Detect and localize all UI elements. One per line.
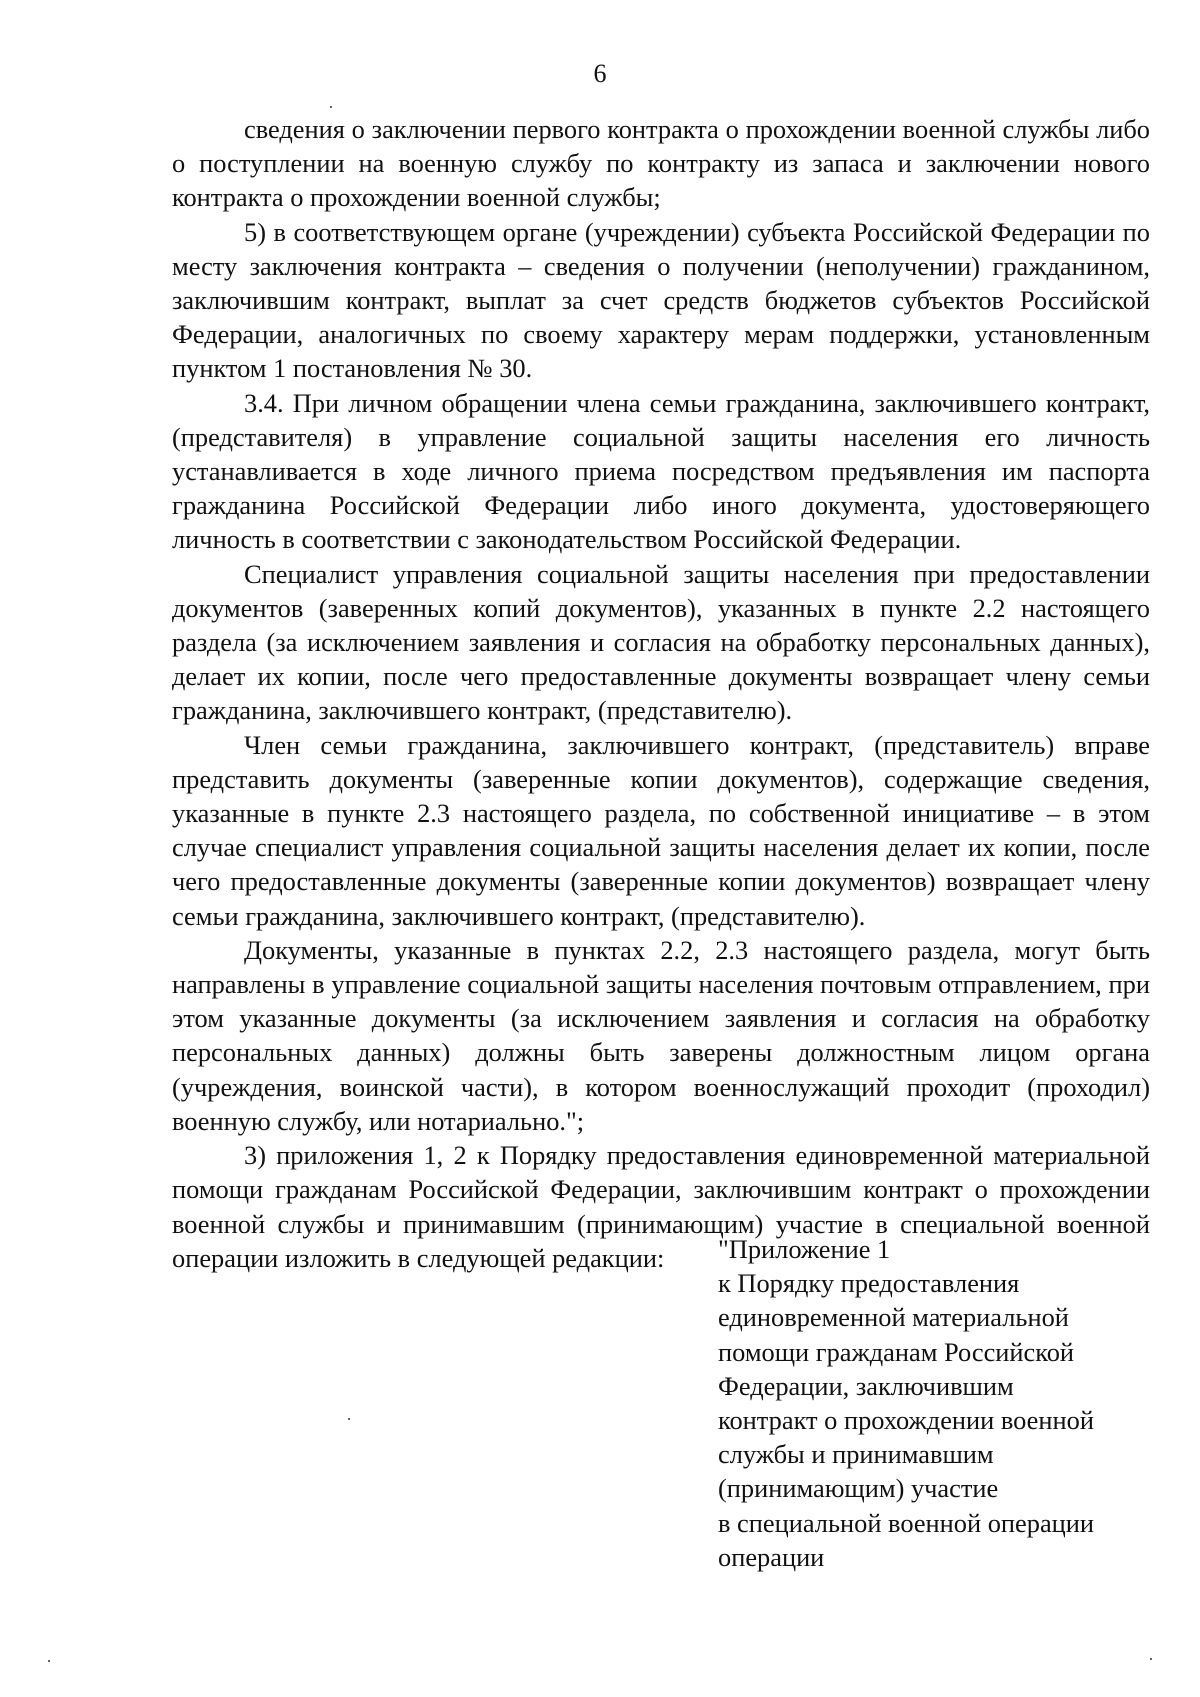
appendix-line: в специальной военной операции — [718, 1507, 1095, 1538]
paragraph-specialist: Специалист управления социальной защиты населения при предоставлении документов (заверенных копий документов), указанных в пункте 2.2 настоящего раздела (за исключением заявления и согласия на обработку персональных данных), делает их копии, после чего предоставленные документы возвращает члену семьи гражданина, заключившего контракт, (представителю). — [172, 558, 1150, 726]
paragraph-item-5: 5) в соответствующем органе (учреждении) субъекта Российской Федерации по месту заключения контракта – сведения о получении (неполучении) гражданином, заключившим контракт, выплат за счет средств бюджетов субъектов Российской Федерации, аналогичных по своему характеру мерам поддержки, установленным пунктом 1 постановления № 30. — [172, 216, 1150, 384]
appendix-line: (принимающим) участие — [718, 1473, 999, 1504]
appendix-line: операции — [718, 1541, 825, 1572]
scan-speck — [1150, 1658, 1152, 1660]
appendix-line: Федерации, заключившим — [718, 1370, 1014, 1401]
page-number: 6 — [593, 59, 607, 88]
appendix-line: службы и принимавшим — [718, 1439, 994, 1470]
appendix-line: единовременной материальной — [718, 1302, 1069, 1333]
paragraph-family-member: Член семьи гражданина, заключившего контракт, (представитель) вправе представить документы (заверенные копии документов), содержащие сведения, указанные в пункте 2.3 настоящего раздела, по собственной инициативе – в этом случае специалист управления социальной защиты населения делает их копии, после чего предоставленные документы (заверенные копии документов) возвращает члену семьи гражданина, заключившего контракт, (представителю). — [172, 729, 1150, 931]
appendix-line: контракт о прохождении военной — [718, 1405, 1094, 1436]
paragraph-continuation: сведения о заключении первого контракта о прохождении военной службы либо о поступлении на военную службу по контракту из запаса и заключении нового контракта о прохождении военной службы; — [172, 114, 1150, 213]
paragraph-documents-mail: Документы, указанные в пунктах 2.2, 2.3 настоящего раздела, могут быть направлены в управление социальной защиты населения почтовым отправлением, при этом указанные документы (за исключением заявления и согласия на обработку персональных данных) должны быть заверены должностным лицом органа (учреждения, воинской части), в котором военнослужащий проходит (проходил) военную службу, или нотариально."; — [172, 934, 1150, 1136]
scan-speck — [48, 1660, 50, 1662]
scan-speck — [348, 1418, 350, 1420]
paragraph-3-4: 3.4. При личном обращении члена семьи гражданина, заключившего контракт, (представителя) в управление социальной защиты населения его личность устанавливается в ходе личного приема посредством предъявления им паспорта гражданина Российской Федерации либо иного документа, удостоверяющего личность в соответствии с законодательством Российской Федерации. — [172, 387, 1150, 555]
document-body — [172, 112, 1150, 1275]
appendix-heading — [718, 1232, 1158, 1574]
paragraph-item-3-appendices: 3) приложения 1, 2 к Порядку предоставления единовременной материальной помощи гражданам Российской Федерации, заключившим контракт о прохождении военной службы и принимавшим (принимающим) участие в специальной военной операции изложить в следующей редакции: — [172, 1140, 1150, 1273]
appendix-line: помощи гражданам Российской — [718, 1336, 1075, 1367]
appendix-line: "Приложение 1 — [718, 1234, 891, 1264]
scan-speck — [330, 106, 332, 108]
appendix-line: к Порядку предоставления — [718, 1268, 1020, 1299]
